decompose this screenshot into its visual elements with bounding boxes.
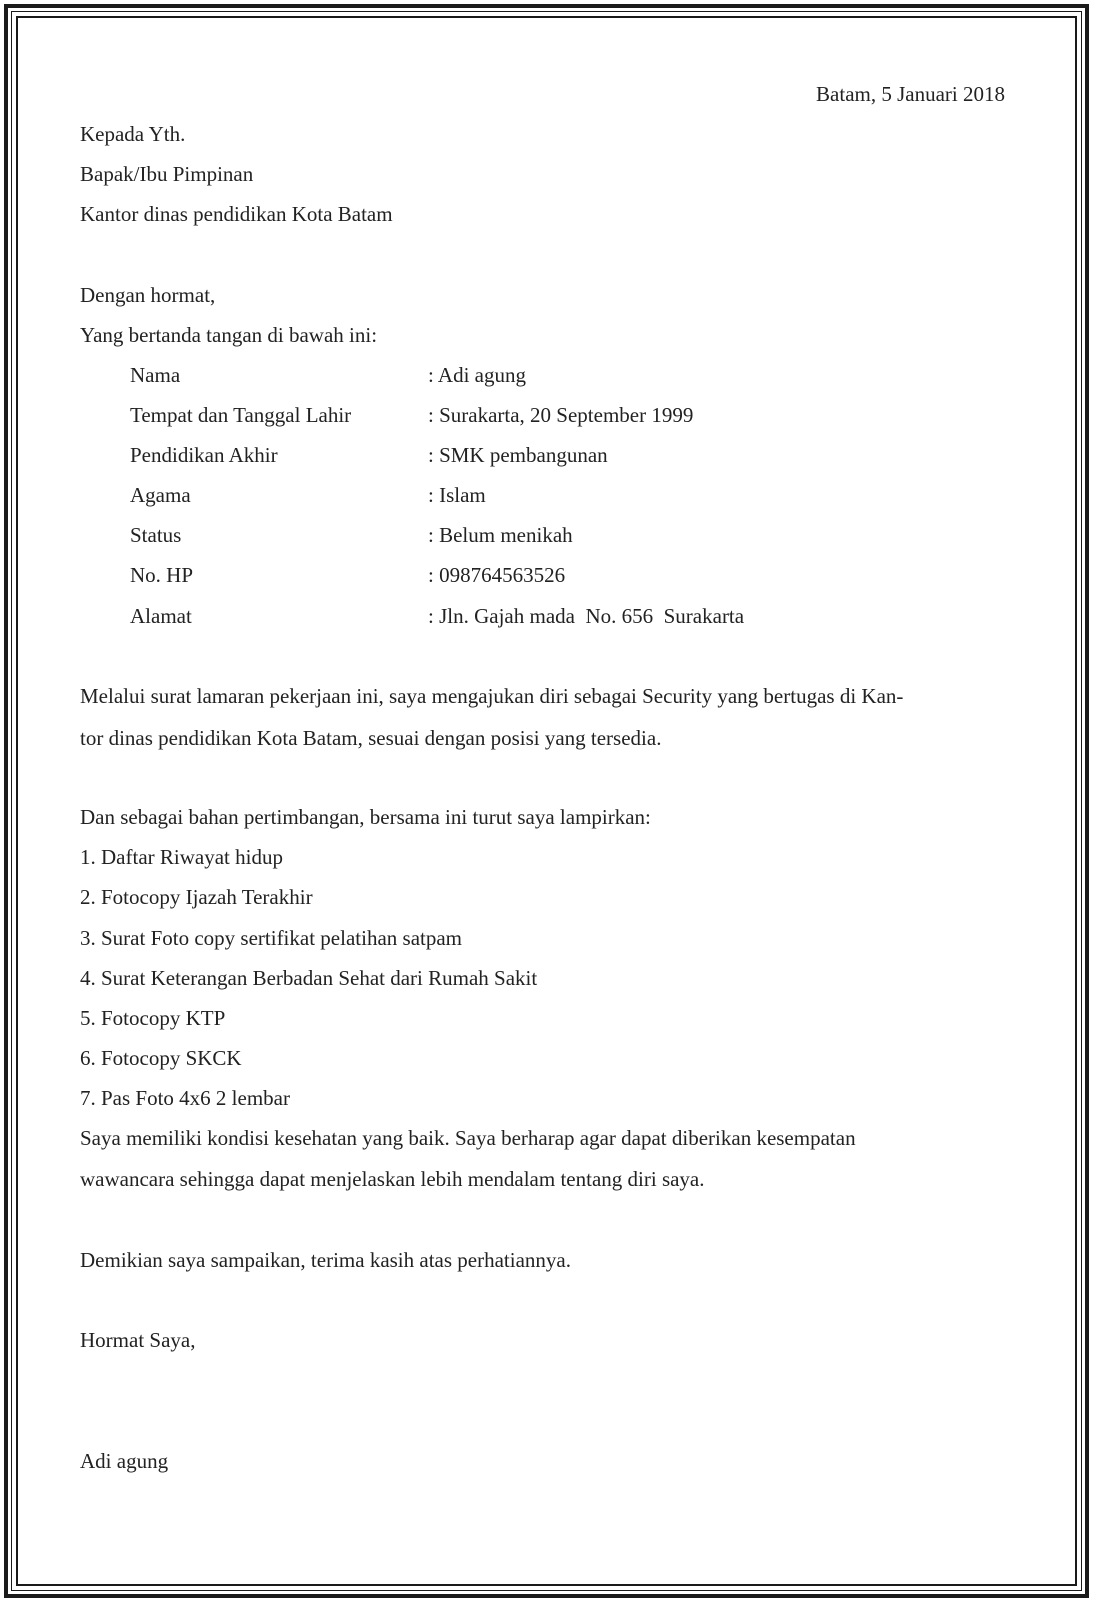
identity-value: : Islam [428,483,486,507]
identity-label: Agama [130,483,191,507]
identity-row [130,435,608,475]
identity-row [130,355,526,395]
identity-row [130,555,565,595]
identity-label: Status [130,523,182,547]
attachment-item: 2. Fotocopy Ijazah Terakhir [80,885,313,909]
signer-name: Adi agung [80,1449,169,1473]
attachment-item: 5. Fotocopy KTP [80,1006,226,1030]
attachments-intro: Dan sebagai bahan pertimbangan, bersama ini turut saya lampirkan: [80,805,651,829]
identity-label: Tempat dan Tanggal Lahir [130,403,352,427]
body-paragraph-1-line-2: tor dinas pendidikan Kota Batam, sesuai dengan posisi yang tersedia. [80,726,662,750]
identity-label: Pendidikan Akhir [130,443,278,467]
attachment-item: 3. Surat Foto copy sertifikat pelatihan satpam [80,926,462,950]
attachment-item: 6. Fotocopy SKCK [80,1046,242,1070]
sign-off: Hormat Saya, [80,1328,196,1352]
place-date: Batam, 5 Januari 2018 [816,82,1005,106]
identity-label: Nama [130,363,181,387]
closing: Demikian saya sampaikan, terima kasih atas perhatiannya. [80,1248,571,1272]
body-paragraph-2-line-1: Saya memiliki kondisi kesehatan yang baik. Saya berharap agar dapat diberikan kesempatan [80,1126,856,1150]
identity-row [130,515,573,555]
recipient-line-2: Bapak/Ibu Pimpinan [80,162,254,186]
identity-label: No. HP [130,563,194,587]
identity-value: : Belum menikah [428,523,573,547]
recipient-line-3: Kantor dinas pendidikan Kota Batam [80,202,393,226]
identity-value: : Adi agung [428,363,526,387]
greeting: Dengan hormat, [80,283,216,307]
recipient-line-1: Kepada Yth. [80,122,186,146]
intro: Yang bertanda tangan di bawah ini: [80,323,378,347]
identity-row [130,475,486,515]
body-paragraph-2-line-2: wawancara sehingga dapat menjelaskan lebih mendalam tentang diri saya. [80,1167,705,1191]
attachment-item: 7. Pas Foto 4x6 2 lembar [80,1086,290,1110]
attachment-item: 1. Daftar Riwayat hidup [80,845,283,869]
identity-row [130,395,693,435]
identity-row [130,596,744,636]
attachment-item: 4. Surat Keterangan Berbadan Sehat dari Rumah Sakit [80,966,538,990]
identity-label: Alamat [130,604,192,628]
identity-value: : Surakarta, 20 September 1999 [428,403,694,427]
body-paragraph-1-line-1: Melalui surat lamaran pekerjaan ini, saya mengajukan diri sebagai Security yang bertugas di Kan- [80,684,904,708]
identity-value: : 098764563526 [428,563,566,587]
identity-value: : Jln. Gajah mada No. 656 Surakarta [428,604,745,628]
identity-value: : SMK pembangunan [428,443,608,467]
